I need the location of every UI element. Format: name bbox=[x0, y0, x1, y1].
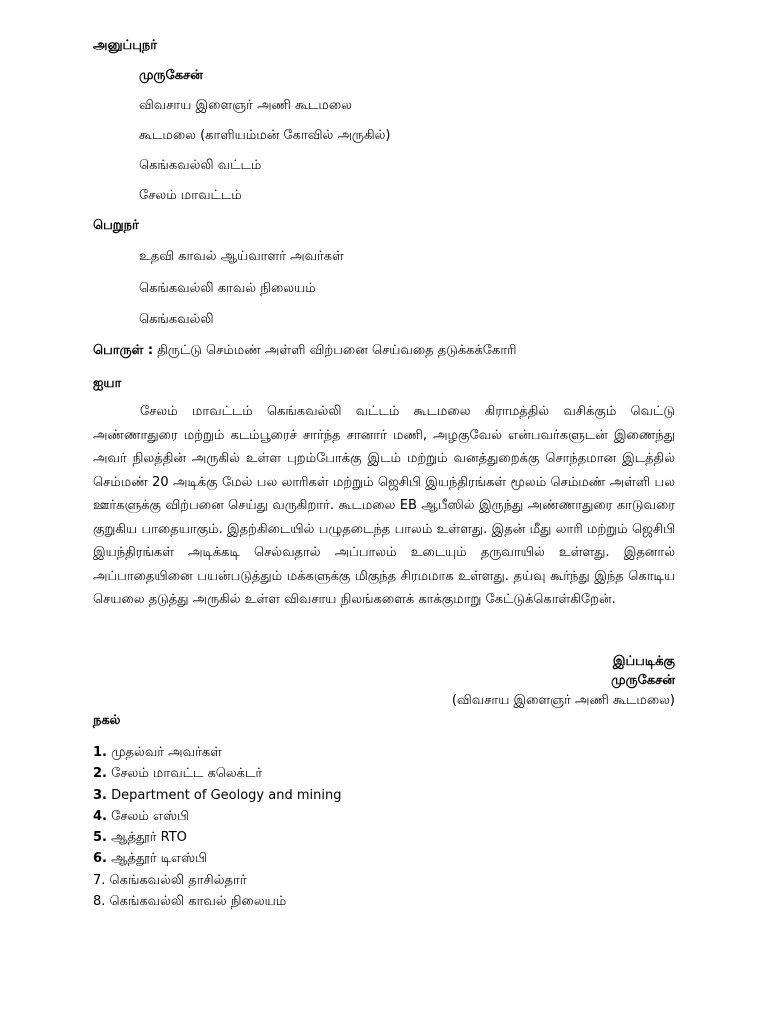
subject-line bbox=[93, 343, 516, 359]
list-item-number: 6. bbox=[93, 851, 107, 867]
list-item bbox=[93, 848, 341, 869]
list-item-text: கெங்கவல்லி காவல் நிலையம் bbox=[109, 894, 287, 910]
recipient-address-line: உதவி காவல் ஆய்வாளர் அவர்கள் bbox=[139, 249, 344, 264]
list-item-number: 5. bbox=[93, 830, 107, 846]
list-item bbox=[93, 870, 341, 891]
list-item-number: 2. bbox=[93, 766, 107, 782]
list-item bbox=[93, 763, 341, 784]
closing-line: இப்படிக்கு bbox=[612, 654, 675, 669]
list-item bbox=[93, 806, 341, 827]
list-item-number: 8. bbox=[93, 894, 106, 910]
sender-address-line: சேலம் மாவட்டம் bbox=[139, 188, 242, 203]
subject-label: பொருள் : bbox=[93, 343, 154, 358]
salutation: ஐயா bbox=[93, 376, 122, 391]
closing-name: முருகேசன் bbox=[611, 673, 675, 688]
recipient-address-line: கெங்கவல்லி காவல் நிலையம் bbox=[139, 281, 316, 296]
closing-organization: (விவசாய இளைஞர் அணி கூடமலை) bbox=[451, 693, 675, 708]
copies-list bbox=[93, 742, 341, 912]
list-item-text: ஆத்தூர் RTO bbox=[111, 830, 187, 846]
sender-heading: அனுப்புநர் bbox=[93, 38, 158, 53]
recipient-address-line: கெங்கவல்லி bbox=[139, 312, 214, 327]
list-item-text: ஆத்தூர் டிஎஸ்பி bbox=[111, 851, 207, 867]
list-item-text: கெங்கவல்லி தாசில்தார் bbox=[109, 872, 247, 888]
sender-address-line: கூடமலை (காளியம்மன் கோவில் அருகில்) bbox=[139, 128, 391, 143]
copies-heading: நகல் bbox=[93, 713, 121, 728]
list-item-number: 7. bbox=[93, 872, 106, 888]
list-item-text: சேலம் எஸ்பி bbox=[111, 808, 189, 824]
list-item bbox=[93, 891, 341, 912]
list-item-number: 4. bbox=[93, 808, 107, 824]
letter-body: சேலம் மாவட்டம் கெங்கவல்லி வட்டம் கூடமலை கிராமத்தில் வசிக்கும் வெட்டு அண்ணாதுரை மற்றும் கடம்பூரைச் சார்ந்த சானார் மணி, அழகுவேல் என்பவர்களுடன் இணைந்து அவர் நிலத்தின் அருகில் உள்ள புறம்போக்கு இடம் மற்றும் வனத்துறைக்கு சொந்தமான இடத்தில் செம்மண் 20 அடிக்கு மேல் பல லாரிகள் மற்றும் ஜெசிபி இயந்திரங்கள் மூலம் செம்மண் அள்ளி பல ஊர்களுக்கு விற்பனை செய்து வருகிறார். கூடமலை EB ஆபீஸில் இருந்து அண்ணாதுரை காடுவரை குறுகிய பாதையாகும். இதற்கிடையில் பழுதடைந்த பாலம் உள்ளது. இதன் மீது லாரி மற்றும் ஜெசிபி இயந்திரங்கள் அடிக்கடி செல்வதால் அப்பாலம் உடையும் தருவாயில் உள்ளது. இதனால் அப்பாதையினை பயன்படுத்தும் மக்களுக்கு மிகுந்த சிரமமாக உள்ளது. தய்வு கூர்ந்து இந்த கொடிய செயலை தடுத்து அருகில் உள்ள விவசாய நிலங்களைக் காக்குமாறு கேட்டுக்கொள்கிறேன். bbox=[93, 404, 675, 607]
sender-address-line: கெங்கவல்லி வட்டம் bbox=[139, 158, 262, 173]
list-item bbox=[93, 785, 341, 806]
list-item-text: சேலம் மாவட்ட கலெக்டர் bbox=[111, 766, 263, 782]
list-item-number: 3. bbox=[93, 787, 107, 803]
recipient-heading: பெறுநர் bbox=[93, 218, 139, 233]
subject-text: திருட்டு செம்மண் அள்ளி விற்பனை செய்வதை தடுக்கக்கோரி bbox=[157, 343, 517, 358]
sender-name: முருகேசன் bbox=[139, 68, 203, 83]
list-item-number: 1. bbox=[93, 745, 107, 760]
list-item bbox=[93, 827, 341, 848]
list-item bbox=[93, 742, 341, 763]
list-item-text: Department of Geology and mining bbox=[111, 787, 342, 803]
list-item-text: முதல்வர் அவர்கள் bbox=[111, 745, 222, 760]
sender-address-line: விவசாய இளைஞர் அணி கூடமலை bbox=[139, 98, 352, 113]
